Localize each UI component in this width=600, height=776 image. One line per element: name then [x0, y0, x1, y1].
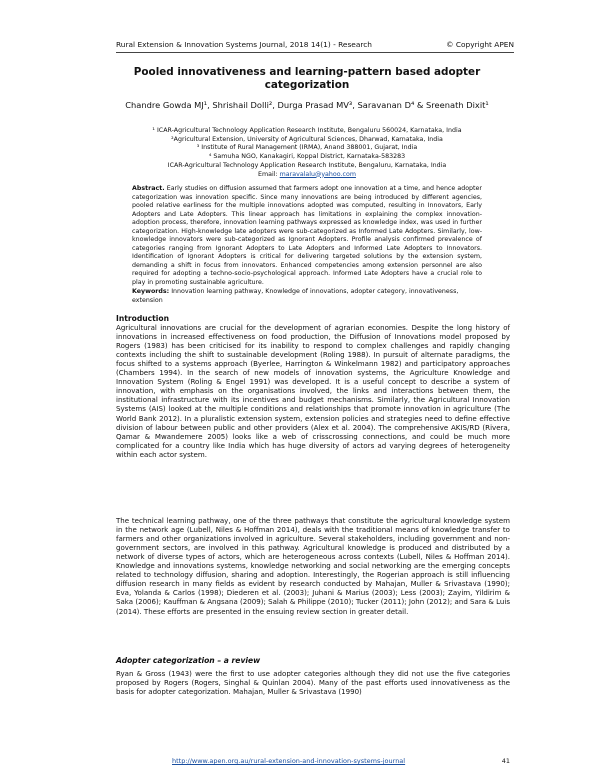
email-line: [110, 171, 504, 180]
journal-name: Rural Extension & Innovation Systems Journal, 2018 14(1) - Research: [116, 40, 372, 49]
review-paragraph-1: Ryan & Gross (1943) were the first to use adopter categories although they did not use the five categories proposed by Rogers (Rogers, Singhal & Quinlan 2004). Many of the past efforts used innovativeness as the basis for adopter categorization. Mahajan, Muller & Srivastava (1990): [116, 669, 510, 697]
intro-paragraph-1: Agricultural innovations are crucial for the development of agrarian economies. Despite the long history of innovations in increased effectiveness on food production, the Diffusion of Innovations model proposed by Rogers (1983) has been criticised for its inability to respond to complex challenges and rapidly changing contexts including the shift to sustainable development (Roling 1988). In pursuit of alternate paradigms, the focus shifted to a systems approach (Byerlee, Harrington & Winkelmann 1982) and participatory approaches (Chambers 1994). In the search of new models of innovation systems, the Agriculture Knowledge and Innovation System (Roling & Engel 1991) was developed. It is a useful concept to describe a system of innovation, with emphasis on the organisations involved, the links and interactions between them, the institutional infrastructure with its incentives and budget mechanisms. Similarly, the Agricultural Innovation Systems (AIS) looked at the multiple conditions and relationships that promote innovation in agriculture (The World Bank 2012). In a pluralistic extension system, extension policies and strategies need to define effective division of labour between public and other providers (Alex et al. 2004). The comprehensive AKIS/RD (Rivera, Qamar & Mwandemere 2005) looks like a web of crisscrossing connections, and could be much more complicated for a country like India which has huge diversity of actors ad varying degrees of heterogeneity within each actor system.: [116, 323, 510, 459]
section-heading-adopter-categorization: Adopter categorization – a review: [116, 656, 261, 665]
section-heading-introduction: Introduction: [116, 314, 170, 323]
keywords-label: Keywords:: [132, 288, 170, 295]
keywords: [132, 288, 482, 305]
author-list: Chandre Gowda MJ¹, Shrishail Dolli², Durga Prasad MV³, Saravanan D⁴ & Sreenath Dixit¹: [125, 100, 489, 110]
abstract: [132, 185, 482, 288]
footer-url-link[interactable]: http://www.apen.org.au/rural-extension-and-innovation-systems-journal: [172, 757, 406, 765]
email-label: Email:: [258, 170, 278, 178]
affiliation-5: ICAR-Agricultural Technology Application Research Institute, Bengaluru, Karnataka, India: [167, 161, 447, 169]
copyright-notice: © Copyright APEN: [446, 40, 514, 49]
page-number: 41: [501, 757, 510, 765]
affiliation-2: ²Agricultural Extension, University of Agricultural Sciences, Dharwad, Karnataka, India: [171, 135, 443, 143]
running-header: [116, 40, 514, 53]
affiliations: [110, 127, 504, 179]
abstract-text: Early studies on diffusion assumed that farmers adopt one innovation at a time, and hence adopter categorization was innovation specific. Since many innovations are being introduced by different agencies, pooled relative earliness for the multiple innovations adopted was computed, resulting in Innovators, Early Adopters and Late Adopters. This linear approach has limitations in explaining the complex innovation-adoption process, therefore, innovation learning pathways expressed as knowledge index, was used in further categorization. High-knowledge late adopters were sub-categorized as Informed Late Adopters. Similarly, low-knowledge innovators were sub-categorized as Ignorant Adopters. Profile analysis confirmed prevalence of categories ranging from Ignorant Adopters to Late Adopters and Informed Late Adopters to Innovators. Identification of Ignorant Adopters is critical for delivering targeted solutions by the extension system, demanding a shift in focus from innovators. Enhanced competencies among extension personnel are also required for adopting a techno-socio-psychological approach. Informed Late Adopters have a crucial role to play in promoting sustainable agriculture.: [132, 185, 482, 287]
affiliation-1: ¹ ICAR-Agricultural Technology Application Research Institute, Bengaluru 560024, Karnataka, India: [152, 127, 462, 134]
affiliation-3: ³ Institute of Rural Management (IRMA), Anand 388001, Gujarat, India: [196, 144, 418, 152]
affiliation-4: ⁴ Samuha NGO, Kanakagiri, Koppal District, Karnataka-583283: [208, 153, 406, 161]
intro-paragraph-2: The technical learning pathway, one of the three pathways that constitute the agricultural knowledge system in the network age (Lubell, Niles & Hoffman 2014), deals with the traditional means of knowledge transfer to farmers and other organizations involved in agriculture. Several stakeholders, including government and non-government sectors, are involved in this pathway. Agricultural knowledge is produced and distributed by a network of diverse types of actors, which are heterogeneous across contexts (Lubell, Niles & Hoffman 2014). Knowledge and innovations systems, knowledge networking and social networking are the emerging concepts related to technology diffusion, sharing and adoption. Interestingly, the Rogerian approach is still influencing diffusion research in many fields as evident by research conducted by Mahajan, Muller & Srivastava (1990); Eva, Yolanda & Carlos (1998); Diederen et al. (2003); Juhani & Marius (2003); Less (2003); Zayim, Yildirim & Saka (2006); Kauffman & Angsana (2009); Salah & Philippe (2010); Tucker (2011); John (2012); and Sara & Luis (2014). These efforts are presented in the ensuing review section in greater detail.: [116, 516, 510, 616]
keywords-text: Innovation learning pathway, Knowledge of innovations, adopter category, innovativeness, extension: [132, 288, 459, 304]
email-link[interactable]: maravalalu@yahoo.com: [279, 170, 356, 178]
paper-title: Pooled innovativeness and learning-pattern based adopter categorization: [133, 66, 481, 91]
abstract-label: Abstract.: [132, 185, 165, 192]
